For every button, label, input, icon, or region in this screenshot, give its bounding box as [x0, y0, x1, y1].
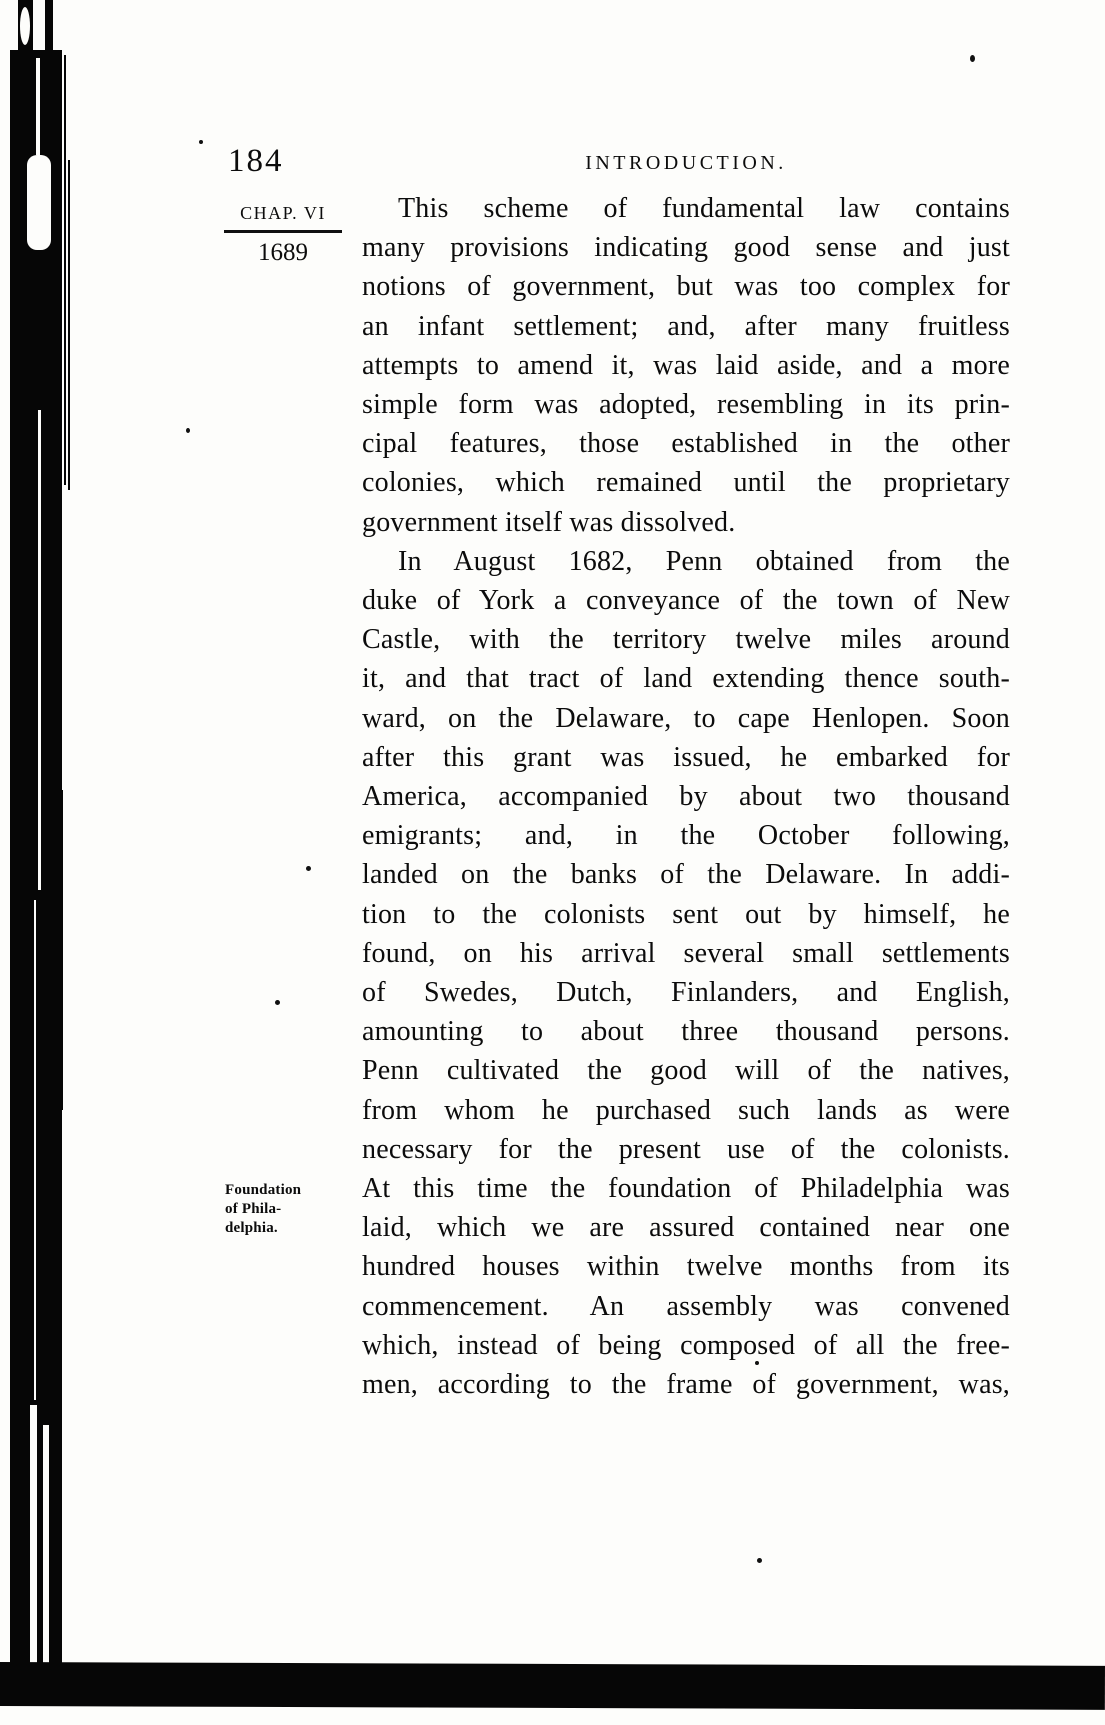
- text-line: it, and that tract of land extending thence south-: [362, 663, 1010, 695]
- year-label: 1689: [258, 239, 308, 266]
- text-line: cipal features, those established in the other: [362, 428, 1010, 460]
- ink-speck: [275, 1000, 280, 1005]
- side-note-line: Foundation: [225, 1182, 302, 1198]
- text-line: tion to the colonists sent out by himself, he: [362, 898, 1010, 930]
- gutter-top-line: [45, 0, 53, 62]
- text-line: Castle, with the territory twelve miles around: [362, 624, 1010, 656]
- text-line: emigrants; and, in the October following,: [362, 820, 1010, 852]
- text-line: which, instead of being composed of all the free-: [362, 1329, 1010, 1361]
- text-line: ward, on the Delaware, to cape Henlopen. Soon: [362, 702, 1010, 734]
- text-line: of Swedes, Dutch, Finlanders, and English,: [362, 977, 1010, 1009]
- side-note-line: delphia.: [225, 1220, 278, 1236]
- text-line: found, on his arrival several small settlements: [362, 937, 1010, 969]
- side-note-foundation-of-philadelphia: [225, 1181, 335, 1238]
- gutter-edge-line: [58, 1110, 60, 1666]
- text-line: simple form was adopted, resembling in its prin-: [362, 389, 1010, 421]
- text-line: At this time the foundation of Philadelphia was: [362, 1173, 1010, 1205]
- text-line: colonies, which remained until the proprietary: [362, 467, 1010, 499]
- ink-speck: [186, 428, 190, 433]
- text-line: In August 1682, Penn obtained from the: [398, 545, 1010, 577]
- text-line: hundred houses within twelve months from its: [362, 1251, 1010, 1283]
- margin-rule: [224, 230, 342, 233]
- text-line: commencement. An assembly was convened: [362, 1290, 1010, 1322]
- text-line: notions of government, but was too complex for: [362, 271, 1010, 303]
- text-line: America, accompanied by about two thousand: [362, 781, 1010, 813]
- body-text: [362, 189, 1010, 1404]
- chapter-label: CHAP. VI: [240, 203, 326, 223]
- text-line: amounting to about three thousand persons.: [362, 1016, 1010, 1048]
- text-line: duke of York a conveyance of the town of New: [362, 585, 1010, 617]
- gutter-edge-line: [68, 160, 70, 490]
- text-line: government itself was dissolved.: [362, 506, 736, 538]
- text-line: men, according to the frame of government, was,: [362, 1369, 1010, 1401]
- gutter-white-streak: [43, 1425, 49, 1665]
- ink-speck: [970, 55, 975, 62]
- ink-speck: [306, 866, 311, 871]
- text-line: an infant settlement; and, after many fruitless: [362, 310, 1010, 342]
- gutter-white-oval: [20, 7, 30, 45]
- gutter-edge-line: [64, 55, 66, 485]
- text-line: after this grant was issued, he embarked for: [362, 741, 1010, 773]
- chapter-margin-note: [224, 203, 342, 267]
- text-line: necessary for the present use of the colonists.: [362, 1133, 1010, 1165]
- ink-speck: [757, 1558, 762, 1563]
- text-line: Penn cultivated the good will of the natives,: [362, 1055, 1010, 1087]
- running-header: INTRODUCTION.: [585, 152, 787, 174]
- ink-speck: [199, 140, 203, 144]
- text-line: laid, which we are assured contained near one: [362, 1212, 1010, 1244]
- gutter-white-streak: [36, 58, 40, 155]
- text-line: many provisions indicating good sense and just: [362, 232, 1010, 264]
- gutter-edge-line: [60, 790, 63, 1110]
- side-note-line: of Phila-: [225, 1201, 282, 1217]
- text-line: landed on the banks of the Delaware. In addi-: [362, 859, 1010, 891]
- gutter-white-streak: [34, 900, 36, 1400]
- gutter-white-streak: [30, 1405, 37, 1665]
- text-line: This scheme of fundamental law contains: [398, 193, 1010, 224]
- text-line: attempts to amend it, was laid aside, and a more: [362, 349, 1010, 381]
- text-line: from whom he purchased such lands as were: [362, 1094, 1010, 1126]
- gutter-white-streak: [38, 410, 41, 890]
- bottom-scan-bar: [0, 1662, 1105, 1710]
- page-number: 184: [228, 143, 284, 179]
- gutter-white-patch: [27, 155, 51, 250]
